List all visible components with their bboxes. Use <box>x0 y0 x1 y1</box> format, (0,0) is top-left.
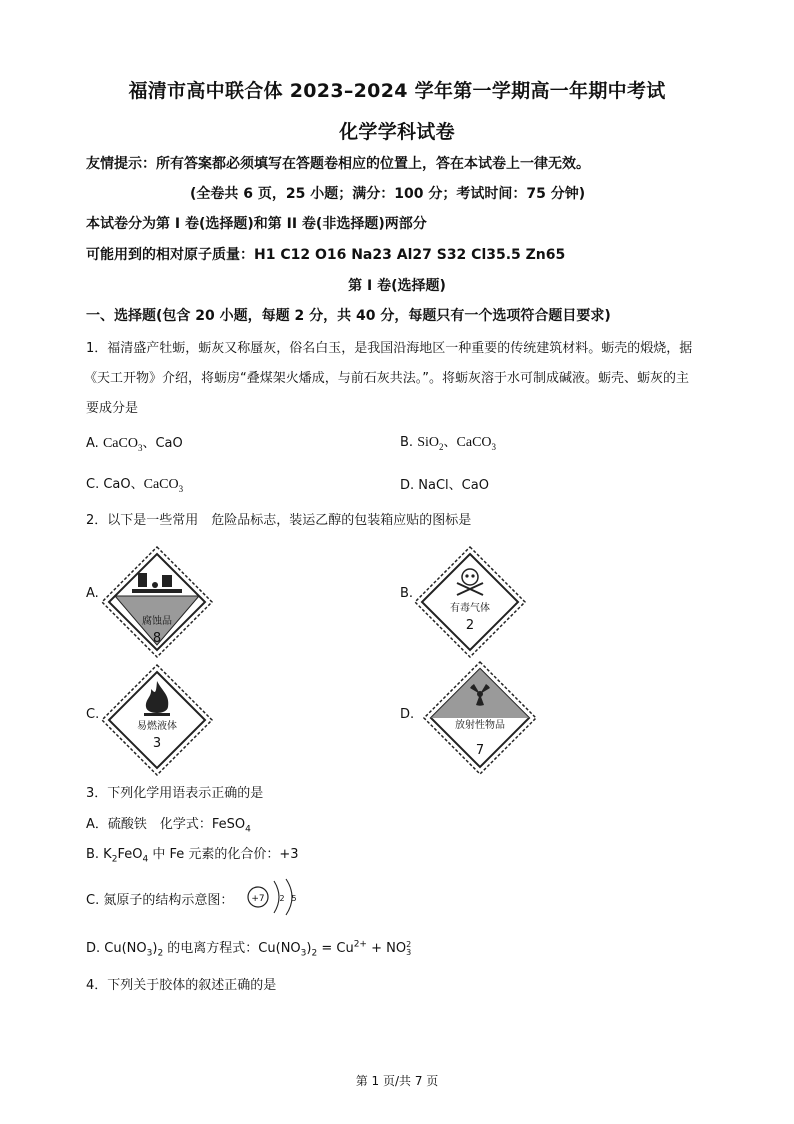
page-footer: 第 1 页/共 7 页 <box>355 1074 439 1088</box>
nitrogen-atom-diagram-icon <box>244 877 308 917</box>
q1-option-b-label: B. <box>400 435 414 450</box>
q2-c-sign-text: 易燃液体 <box>137 721 177 732</box>
q3-option-a: A．硫酸铁 化学式：FeSO$_4$ <box>86 817 251 835</box>
q1-stem-line3: 要成分是 <box>86 401 139 416</box>
parts-text: 本试卷分为第 I 卷(选择题)和第 II 卷(非选择题)两部分 <box>86 216 427 232</box>
q1-option-b <box>400 431 496 452</box>
q3-option-d-text: D. Cu(NO <box>86 941 147 956</box>
toxic-gas-sign-icon <box>413 545 527 659</box>
atom-shell2-count: 5 <box>291 894 297 903</box>
q2-a-sign-text: 腐蚀品 <box>142 616 172 627</box>
atom-nucleus-text: +7 <box>251 894 265 904</box>
q1-option-a-label: A. <box>86 436 99 451</box>
q3-option-d-label: 的电离方程式：Cu(NO <box>163 941 301 956</box>
tip-text: 友情提示：所有答案都必须填写在答题卷相应的位置上，答在本试卷上一律无效。 <box>86 156 590 172</box>
corrosive-sign-icon <box>100 545 214 659</box>
exam-title: 福清市高中联合体 2023–2024 学年第一学期高一年期中考试 <box>128 80 666 102</box>
q1-option-a <box>86 432 183 453</box>
atom-shell1-count: 2 <box>279 894 285 903</box>
radioactive-sign-icon <box>422 660 538 776</box>
q3-option-b-prefix: B. K <box>86 847 112 862</box>
q4-stem: 4．下列关于胶体的叙述正确的是 <box>86 978 277 993</box>
q1-option-c <box>86 473 183 494</box>
q3-option-b: B. $K_2FeO_4$ 中 Fe 元素的化合价：+3 <box>86 847 299 865</box>
part-title: 第 I 卷(选择题) <box>348 278 446 294</box>
q1-option-d: D. NaCl、CaO <box>400 478 489 493</box>
scope-text: (全卷共 6 页，25 小题；满分：100 分；考试时间：75 分钟) <box>190 186 586 202</box>
q2-b-sign-num: 2 <box>465 618 475 633</box>
q1-option-a-formula: CaCO$_3$ <box>102 436 143 453</box>
q3-option-a-formula: FeSO <box>211 817 246 832</box>
q2-b-sign-text: 有毒气体 <box>450 603 490 614</box>
section-heading: 一、选择题(包含 20 小题，每题 2 分，共 40 分，每题只有一个选项符合题目要求) <box>86 308 611 324</box>
q1-stem-line2: 《天工开物》介绍，将蛎房“叠煤架火燔成，与前石灰共法。”。将蛎灰溶于水可制成碱液。蛎壳、蛎灰的主 <box>84 371 689 386</box>
q3-option-d-mid: ) <box>152 941 158 956</box>
q2-option-a-label: A. <box>86 586 99 601</box>
q1-option-b-formula2: CaCO$_3$ <box>456 435 497 452</box>
q2-a-sign-num: 8 <box>152 631 162 646</box>
q2-c-sign-num: 3 <box>152 736 162 751</box>
q2-option-d-label: D. <box>400 707 415 722</box>
q1-option-a-rest: 、CaO <box>142 436 183 451</box>
q3-option-c <box>86 889 233 908</box>
q2-d-sign-num: 7 <box>475 743 485 758</box>
q3-option-a-text: A．硫酸铁 化学式： <box>86 817 212 832</box>
exam-subtitle: 化学学科试卷 <box>339 121 455 143</box>
q1-option-b-sep: 、 <box>443 435 457 450</box>
q2-option-b-label: B. <box>400 586 414 601</box>
q1-stem-line1: 1．福清盛产牡蛎，蛎灰又称蜃灰，俗名白玉，是我国沿海地区一种重要的传统建筑材料。蛎壳的煅烧，据 <box>86 341 693 356</box>
q2-d-sign-text: 放射性物品 <box>455 720 505 731</box>
atomic-mass-text: 可能用到的相对原子质量：H1 C12 O16 Na23 Al27 S32 Cl35.5 Zn65 <box>86 247 566 263</box>
q3-option-b-suffix: 中 Fe 元素的化合价：+3 <box>148 847 299 862</box>
q1-option-c-formula: CaCO$_3$ <box>143 477 184 494</box>
q3-option-d-tail: + NO <box>366 941 407 956</box>
q2-stem: 2．以下是一些常用 危险品标志，装运乙醇的包装箱应贴的图标是 <box>86 513 472 528</box>
q2-option-c-label: C. <box>86 707 100 722</box>
q3-option-d-eq: = Cu <box>317 941 354 956</box>
q3-option-b-mid: FeO <box>117 847 143 862</box>
q1-option-c-label: C. CaO、 <box>86 477 144 492</box>
q1-option-b-formula1: SiO$_2$ <box>417 435 444 452</box>
q3-option-d: D. $Cu(NO_3)_2$ 的电离方程式：$Cu(NO_3)_2 = Cu^{2+}$ + NO 2 3 <box>86 939 412 959</box>
flammable-liquid-sign-icon <box>100 663 214 777</box>
q3-stem: 3．下列化学用语表示正确的是 <box>86 786 264 801</box>
q3-option-c-text: C. 氮原子的结构示意图： <box>86 893 234 908</box>
